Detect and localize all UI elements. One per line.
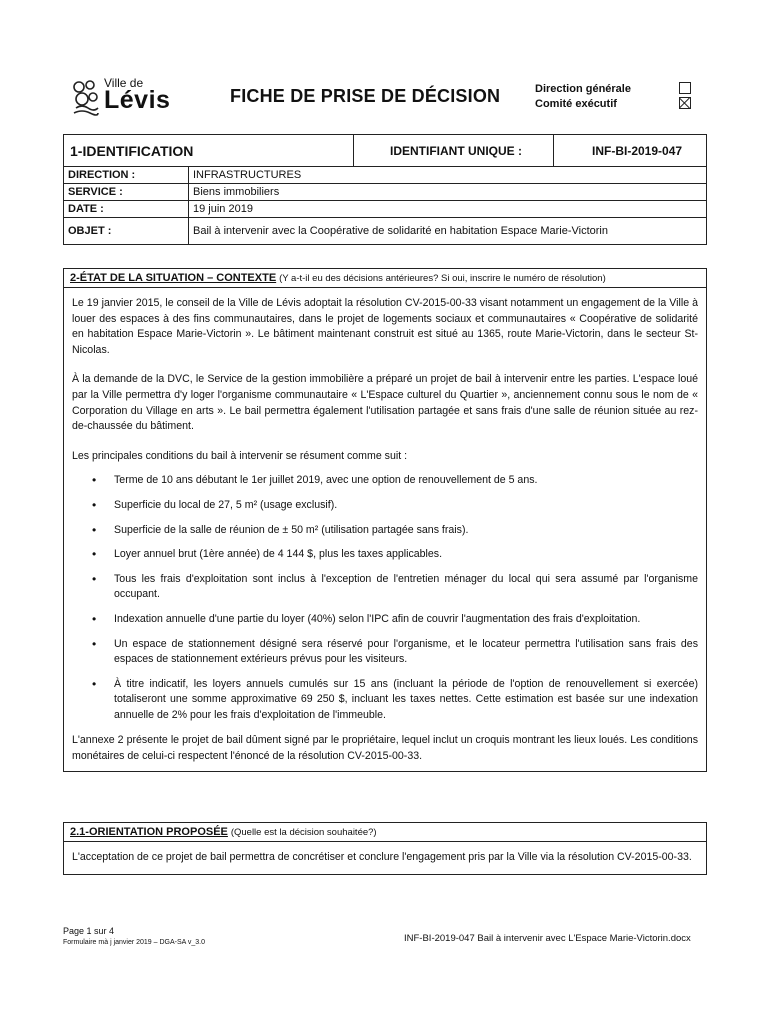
row-value: INFRASTRUCTURES <box>193 169 302 181</box>
list-item: • Superficie de la salle de réunion de ± 50 m² (utilisation partagée sans frais). <box>114 523 698 539</box>
direction-generale-checkbox[interactable] <box>679 82 691 94</box>
orientation-section <box>63 822 707 875</box>
context-paragraph-3: Les principales conditions du bail à intervenir se résument comme suit : <box>72 449 408 462</box>
table-row <box>64 218 706 244</box>
logo-text-big: Lévis <box>104 86 171 114</box>
comite-executif-checkbox[interactable] <box>679 97 691 109</box>
row-key: DIRECTION : <box>64 167 189 183</box>
recipient-labels <box>535 82 631 112</box>
identification-heading: 1-IDENTIFICATION <box>64 135 354 166</box>
identification-table <box>63 134 707 245</box>
lease-conditions-list <box>72 473 698 723</box>
unique-id-label: IDENTIFIANT UNIQUE : <box>354 135 554 166</box>
form-version: Formulaire mà j janvier 2019 – DGA-SA v_3.0 <box>63 939 206 946</box>
table-row <box>64 184 706 201</box>
list-item: • À titre indicatif, les loyers annuels cumulés sur 15 ans (incluant la période de l'option de renouvellement si exercée) totaliseront une somme approximative 69 250 $, incluant les taxes nettes. Cette estimation est basée sur une indexation annuelle de 2% pour les frais d'exploitation de l'immeuble. <box>114 677 698 724</box>
row-value: Bail à intervenir avec la Coopérative de solidarité en habitation Espace Marie-Victorin <box>193 225 608 237</box>
list-item: • Indexation annuelle d'une partie du loyer (40%) selon l'IPC afin de couvrir l'augmentation des frais d'exploitation. <box>114 612 698 628</box>
context-paragraph-1: Le 19 janvier 2015, le conseil de la Ville de Lévis adoptait la résolution CV-2015-00-33 visant notamment un engagement de la Ville à louer des espaces à des fins communautaires, dans le projet de logements sociaux et communautaires « Coopérative de solidarité en habitation Espace Marie-Victorin ». Le bâtiment maintenant construit est situé au 1365, route Marie-Victorin, dans le secteur St-Nicolas. <box>72 297 698 356</box>
table-row <box>64 167 706 184</box>
orientation-body <box>64 842 706 874</box>
fleur-logo-icon <box>70 78 100 116</box>
list-item: • Loyer annuel brut (1ère année) de 4 144 $, plus les taxes applicables. <box>114 547 698 563</box>
context-section-header <box>64 269 706 288</box>
orientation-heading: 2.1-ORIENTATION PROPOSÉE <box>70 826 228 838</box>
context-paragraph-4: L'annexe 2 présente le projet de bail dûment signé par le propriétaire, lequel inclut un croquis montrant les lieux loués. Les conditions monétaires de celui-ci respectent l'énoncé de la résolution CV-2015-00-33. <box>72 734 698 763</box>
list-item: • Tous les frais d'exploitation sont inclus à l'exception de l'entretien ménager du local qui sera assumé par l'organisme occupant. <box>114 572 698 603</box>
context-heading: 2-ÉTAT DE LA SITUATION – CONTEXTE <box>70 272 277 284</box>
page-number: Page 1 sur 4 <box>63 926 115 936</box>
orientation-note: (Quelle est la décision souhaitée?) <box>230 827 377 838</box>
orientation-text: L'acceptation de ce projet de bail permettra de concrétiser et conclure l'engagement pris par la Ville via la résolution CV-2015-00-33. <box>72 851 692 863</box>
context-note: (Y a-t-il eu des décisions antérieures? Si oui, inscrire le numéro de résolution) <box>279 273 606 284</box>
context-section <box>63 268 707 772</box>
row-key: SERVICE : <box>64 184 189 200</box>
document-title: FICHE DE PRISE DE DÉCISION <box>230 86 501 106</box>
list-item: • Un espace de stationnement désigné sera réservé pour l'organisme, et le locateur permettra l'utilisation sans frais des espaces de stationnement extérieurs prévus pour les visiteurs. <box>114 637 698 668</box>
ville-de-levis-logo <box>70 74 180 120</box>
table-row <box>64 201 706 218</box>
footer-left <box>63 926 205 948</box>
list-item: • Superficie du local de 27, 5 m² (usage exclusif). <box>114 498 698 514</box>
recipient-comite-executif: Comité exécutif <box>535 98 617 110</box>
row-key: DATE : <box>64 201 189 217</box>
context-paragraph-2: À la demande de la DVC, le Service de la gestion immobilière a préparé un projet de bail à intervenir entre les parties. L'espace loué par la Ville permettra d'y loger l'organisme communautaire « L'Espace culturel du Quartier », anciennement connu sous le nom de « Corporation du Village en arts ». Le bail permettra également l'utilisation partagée et sans frais d'une salle de réunion située au rez-de-chaussée du bâtiment. <box>72 373 698 433</box>
row-value: 19 juin 2019 <box>193 203 253 215</box>
context-body <box>64 288 706 771</box>
row-value: Biens immobiliers <box>193 186 280 198</box>
list-item: • Terme de 10 ans débutant le 1er juillet 2019, avec une option de renouvellement de 5 ans. <box>114 473 698 489</box>
footer-filename: INF-BI-2019-047 Bail à intervenir avec L'Espace Marie-Victorin.docx <box>404 933 691 944</box>
identification-header <box>64 135 706 167</box>
recipient-direction-generale: Direction générale <box>535 83 631 95</box>
unique-id-value: INF-BI-2019-047 <box>592 144 683 158</box>
logo-text-small: Ville de <box>104 76 144 90</box>
orientation-section-header <box>64 823 706 842</box>
row-key: OBJET : <box>64 218 189 244</box>
